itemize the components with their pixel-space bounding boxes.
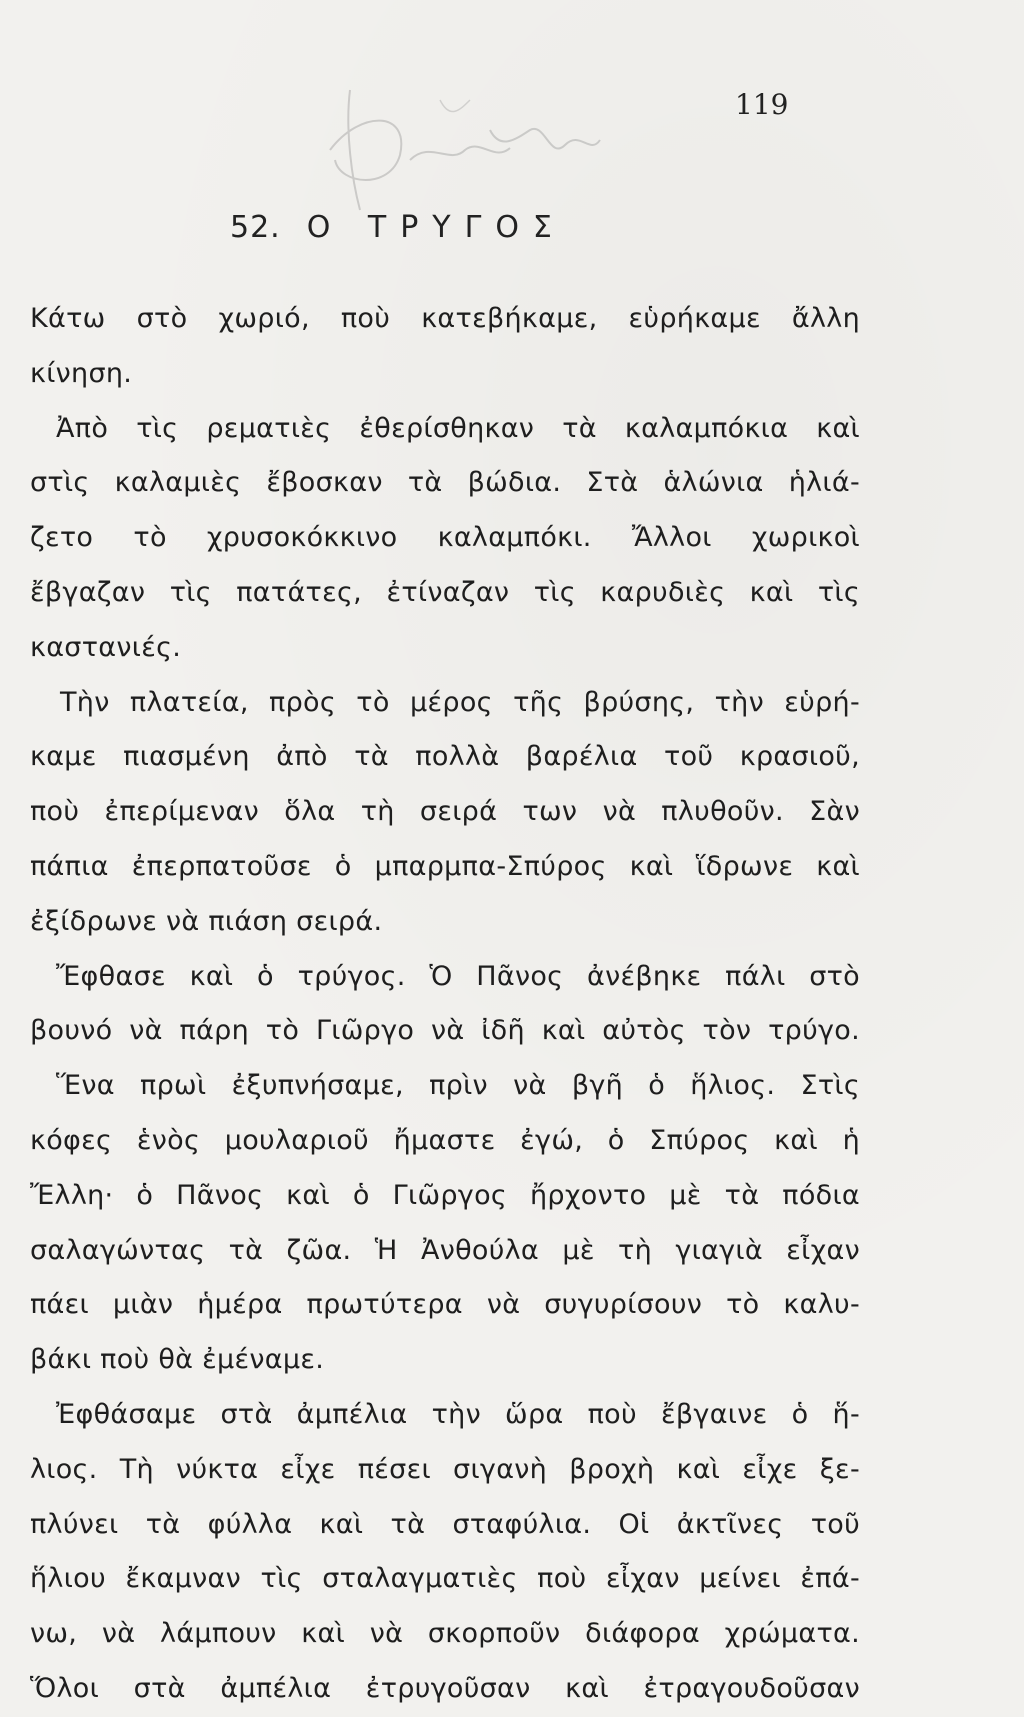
text-line: Ἐφθάσαμε στὰ ἀμπέλια τὴν ὥρα ποὺ ἔβγαινε ὁ ἥ- (56, 1398, 860, 1430)
text-line: ἔβγαζαν τὶς πατάτες, ἐτίναζαν τὶς καρυδιὲς καὶ τὶς (30, 576, 860, 608)
text-line: Κάτω στὸ χωριό, ποὺ κατεβήκαμε, εὑρήκαμε ἄλλη (30, 303, 860, 334)
text-line: πλύνει τὰ φύλλα καὶ τὰ σταφύλια. Οἱ ἀκτῖνες τοῦ (30, 1508, 860, 1540)
text-line: Ὅλοι στὰ ἀμπέλια ἐτρυγοῦσαν καὶ ἐτραγουδοῦσαν (30, 1672, 860, 1704)
text-line: Ἀπὸ τὶς ρεματιὲς ἐθερίσθηκαν τὰ καλαμπόκια καὶ (56, 412, 860, 444)
text-line: ζετο τὸ χρυσοκόκκινο καλαμπόκι. Ἄλλοι χωρικοὶ (30, 522, 860, 554)
page-number: 119 (735, 88, 789, 121)
text-line: λιος. Τὴ νύκτα εἶχε πέσει σιγανὴ βροχὴ καὶ εἶχε ξε- (30, 1453, 860, 1485)
text-line: κίνηση. (30, 357, 133, 389)
text-line: Τὴν πλατεία, πρὸς τὸ μέρος τῆς βρύσης, τὴν εὑρή- (60, 686, 860, 718)
text-line: ἥλιου ἔκαμναν τὶς σταλαγματιὲς ποὺ εἶχαν μείνει ἐπά- (30, 1563, 860, 1595)
body-text (30, 292, 860, 1717)
text-line: πάει μιὰν ἡμέρα πρωτύτερα νὰ συγυρίσουν τὸ καλυ- (30, 1289, 860, 1321)
text-line: Ἔλλη· ὁ Πᾶνος καὶ ὁ Γιῶργος ἤρχοντο μὲ τὰ πόδια (30, 1179, 860, 1211)
text-line: Ἕνα πρωὶ ἐξυπνήσαμε, πρὶν νὰ βγῆ ὁ ἥλιος. Στὶς (56, 1070, 860, 1102)
text-line: βάκι ποὺ θὰ ἐμέναμε. (30, 1344, 325, 1376)
text-line: καστανιές. (30, 631, 182, 663)
chapter-heading (230, 210, 566, 245)
chapter-number: 52. (230, 210, 281, 245)
text-line: ἐξίδρωνε νὰ πιάση σειρά. (30, 905, 383, 937)
text-line: κόφες ἑνὸς μουλαριοῦ ἤμαστε ἐγώ, ὁ Σπύρος καὶ ἡ (30, 1124, 860, 1156)
text-line: Ἔφθασε καὶ ὁ τρύγος. Ὁ Πᾶνος ἀνέβηκε πάλι στὸ (56, 960, 860, 992)
handwritten-pencil-scribble (290, 70, 620, 220)
text-line: καμε πιασμένη ἀπὸ τὰ πολλὰ βαρέλια τοῦ κρασιοῦ, (30, 741, 860, 773)
text-line: πάπια ἐπερπατοῦσε ὁ μπαρμπα-Σπύρος καὶ ἵδρωνε καὶ (30, 850, 860, 882)
text-line: ποὺ ἐπερίμεναν ὅλα τὴ σειρά των νὰ πλυθοῦν. Σὰν (30, 796, 860, 828)
text-line: στὶς καλαμιὲς ἔβοσκαν τὰ βώδια. Στὰ ἁλώνια ἡλιά- (30, 467, 860, 499)
chapter-title: Ο ΤΡΥΓΟΣ (306, 210, 566, 245)
text-line: βουνό νὰ πάρη τὸ Γιῶργο νὰ ἰδῆ καὶ αὐτὸς τὸν τρύγο. (30, 1015, 860, 1047)
text-line: σαλαγώντας τὰ ζῶα. Ἡ Ἀνθούλα μὲ τὴ γιαγιὰ εἶχαν (30, 1234, 860, 1266)
text-line: νω, νὰ λάμπουν καὶ νὰ σκορποῦν διάφορα χρώματα. (30, 1618, 860, 1650)
